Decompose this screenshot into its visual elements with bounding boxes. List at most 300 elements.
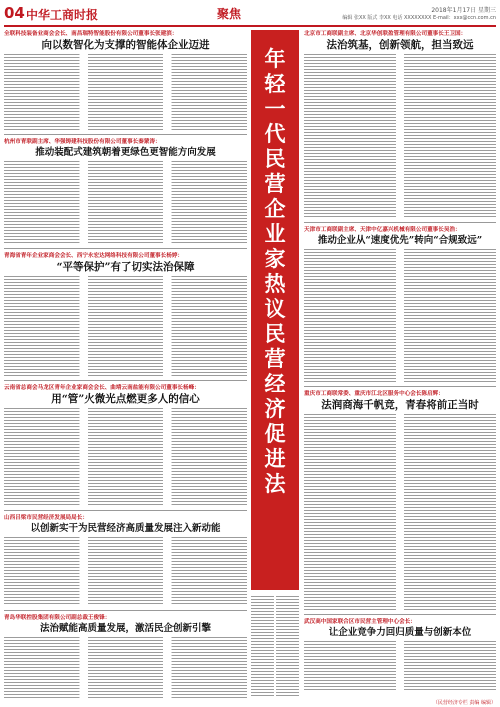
text-line: [304, 312, 496, 313]
text-line: [304, 291, 496, 292]
text-line: [4, 126, 247, 127]
text-line: [251, 626, 299, 627]
text-line: [4, 420, 247, 421]
text-line: [4, 658, 247, 659]
article-kicker: 杭州市青联副主席、华强铸建科技股份有限公司董事长秦蒙涛：: [4, 139, 161, 145]
text-line: [304, 162, 496, 163]
text-line: [251, 689, 299, 690]
text-line: [304, 63, 496, 64]
text-line: [4, 414, 247, 415]
text-line: [304, 84, 496, 85]
text-line: [304, 216, 496, 217]
text-line: [304, 510, 496, 511]
text-line: [4, 360, 247, 361]
text-line: [4, 224, 247, 225]
text-line: [304, 468, 496, 469]
text-line: [4, 63, 247, 64]
text-line: [4, 673, 247, 674]
text-line: [4, 537, 247, 538]
text-line: [304, 588, 496, 589]
article-body: [251, 596, 299, 696]
text-line: [304, 453, 496, 454]
text-line: [251, 638, 299, 639]
text-line: [304, 441, 496, 442]
text-line: [4, 120, 247, 121]
text-line: [304, 54, 496, 55]
text-line: [304, 519, 496, 520]
article-kicker: 云南省总商会马龙区青年企业家商会会长、曲靖云南盐能有限公司董事长杨峰：: [4, 385, 200, 391]
text-line: [4, 471, 247, 472]
text-line: [4, 312, 247, 313]
text-line: [304, 336, 496, 337]
text-line: [304, 87, 496, 88]
text-line: [304, 93, 496, 94]
text-line: [304, 677, 496, 678]
text-line: [4, 366, 247, 367]
text-line: [304, 69, 496, 70]
text-line: [4, 191, 247, 192]
text-line: [4, 435, 247, 436]
text-line: [304, 156, 496, 157]
text-line: [4, 576, 247, 577]
text-line: [304, 444, 496, 445]
text-line: [304, 105, 496, 106]
text-line: [4, 483, 247, 484]
text-line: [304, 198, 496, 199]
text-line: [4, 179, 247, 180]
text-line: [4, 667, 247, 668]
article-kicker: 武汉高中国家联合区市民营主管理中心会长：: [304, 619, 416, 625]
article-headline: 推动企业从“速度优先”转向“合规致远”: [317, 235, 483, 246]
text-line: [4, 582, 247, 583]
text-line: [4, 447, 247, 448]
text-line: [251, 647, 299, 648]
text-line: [304, 656, 496, 657]
text-line: [304, 102, 496, 103]
text-line: [4, 348, 247, 349]
text-line: [304, 132, 496, 133]
text-line: [4, 321, 247, 322]
text-line: [4, 318, 247, 319]
text-line: [251, 662, 299, 663]
text-line: [304, 267, 496, 268]
text-line: [4, 327, 247, 328]
text-line: [304, 300, 496, 301]
text-line: [4, 209, 247, 210]
article-body: [304, 249, 496, 382]
text-line: [304, 165, 496, 166]
text-line: [4, 480, 247, 481]
text-line: [251, 668, 299, 669]
text-line: [304, 279, 496, 280]
text-line: [304, 653, 496, 654]
text-line: [4, 93, 247, 94]
text-line: [304, 501, 496, 502]
article-body: [4, 637, 247, 698]
article-2: [4, 138, 247, 249]
text-line: [304, 174, 496, 175]
text-line: [304, 135, 496, 136]
footer-note: （民营经济专栏 责编 编辑）: [432, 700, 496, 706]
text-line: [304, 168, 496, 169]
text-line: [304, 183, 496, 184]
text-line: [4, 285, 247, 286]
text-line: [304, 662, 496, 663]
article-kicker: 山西吕梁市民营经济发展局局长：: [4, 515, 88, 521]
text-line: [304, 282, 496, 283]
article-body: [4, 408, 247, 505]
text-line: [304, 686, 496, 687]
text-line: [304, 303, 496, 304]
text-line: [4, 504, 247, 505]
text-line: [304, 192, 496, 193]
text-line: [4, 363, 247, 364]
text-line: [4, 218, 247, 219]
text-line: [4, 411, 247, 412]
text-line: [251, 656, 299, 657]
text-line: [304, 96, 496, 97]
text-line: [304, 504, 496, 505]
text-line: [4, 585, 247, 586]
text-line: [4, 57, 247, 58]
text-line: [304, 345, 496, 346]
text-line: [251, 641, 299, 642]
text-line: [304, 60, 496, 61]
text-line: [304, 342, 496, 343]
text-line: [304, 120, 496, 121]
text-line: [304, 144, 496, 145]
text-line: [304, 471, 496, 472]
text-line: [304, 378, 496, 379]
text-line: [4, 84, 247, 85]
text-line: [304, 270, 496, 271]
text-line: [4, 408, 247, 409]
text-line: [304, 546, 496, 547]
text-line: [304, 609, 496, 610]
text-line: [251, 650, 299, 651]
text-line: [304, 579, 496, 580]
text-line: [4, 66, 247, 67]
text-line: [304, 147, 496, 148]
text-line: [251, 620, 299, 621]
text-line: [4, 54, 247, 55]
text-line: [251, 599, 299, 600]
text-line: [304, 372, 496, 373]
page-number: 04: [4, 4, 25, 22]
text-line: [4, 170, 247, 171]
text-line: [4, 462, 247, 463]
text-line: [4, 372, 247, 373]
text-line: [304, 285, 496, 286]
text-line: [304, 492, 496, 493]
text-line: [4, 197, 247, 198]
text-line: [251, 674, 299, 675]
text-line: [4, 597, 247, 598]
text-line: [4, 279, 247, 280]
text-line: [304, 72, 496, 73]
text-line: [304, 486, 496, 487]
article-headline: 用“管”火微光点燃更多人的信心: [51, 393, 200, 405]
text-line: [304, 591, 496, 592]
editor-info: 编辑 张XX 版式 李XX 电话 XXXXXXXX E-mail：xxx@ccn.com.cn: [342, 15, 496, 21]
text-line: [251, 629, 299, 630]
text-line: [304, 306, 496, 307]
text-line: [4, 643, 247, 644]
article-1: [4, 30, 247, 135]
issue-date: 2018年1月17日 星期三: [431, 7, 496, 14]
text-line: [251, 596, 299, 597]
text-line: [4, 465, 247, 466]
article-body: [304, 414, 496, 610]
text-line: [304, 552, 496, 553]
text-line: [4, 342, 247, 343]
text-line: [304, 258, 496, 259]
text-line: [4, 670, 247, 671]
text-line: [4, 685, 247, 686]
text-line: [4, 546, 247, 547]
text-line: [4, 221, 247, 222]
text-line: [304, 117, 496, 118]
text-line: [4, 96, 247, 97]
text-line: [4, 444, 247, 445]
text-line: [304, 671, 496, 672]
text-line: [304, 498, 496, 499]
text-line: [304, 81, 496, 82]
text-line: [304, 414, 496, 415]
text-line: [251, 686, 299, 687]
article-6: [4, 614, 247, 702]
text-line: [4, 236, 247, 237]
text-line: [304, 525, 496, 526]
text-line: [4, 282, 247, 283]
text-line: [304, 195, 496, 196]
text-line: [304, 683, 496, 684]
article-headline: 向以数智化为支撑的智能体企业迈进: [41, 39, 210, 51]
text-line: [304, 426, 496, 427]
text-line: [4, 441, 247, 442]
text-line: [304, 321, 496, 322]
text-line: [4, 60, 247, 61]
text-line: [304, 201, 496, 202]
text-line: [4, 649, 247, 650]
text-line: [4, 123, 247, 124]
text-line: [4, 276, 247, 277]
text-line: [251, 608, 299, 609]
text-line: [304, 159, 496, 160]
text-line: [4, 564, 247, 565]
text-line: [4, 111, 247, 112]
text-line: [304, 606, 496, 607]
text-line: [251, 602, 299, 603]
text-line: [4, 640, 247, 641]
article-headline: 法润商海千帆竞，青春将前正当时: [321, 399, 479, 411]
text-line: [4, 489, 247, 490]
text-line: [4, 108, 247, 109]
text-line: [304, 360, 496, 361]
text-line: [4, 233, 247, 234]
text-line: [4, 81, 247, 82]
text-line: [304, 582, 496, 583]
text-line: [304, 252, 496, 253]
text-line: [304, 570, 496, 571]
text-line: [4, 468, 247, 469]
text-line: [304, 78, 496, 79]
text-line: [4, 114, 247, 115]
text-line: [4, 417, 247, 418]
theme-banner: [251, 30, 299, 590]
left-column: [4, 30, 247, 702]
text-line: [251, 635, 299, 636]
text-line: [4, 697, 247, 698]
text-line: [304, 489, 496, 490]
text-line: [304, 462, 496, 463]
text-line: [304, 480, 496, 481]
text-line: [251, 623, 299, 624]
text-line: [4, 555, 247, 556]
text-line: [304, 111, 496, 112]
text-line: [304, 309, 496, 310]
text-line: [4, 129, 247, 130]
text-line: [304, 600, 496, 601]
text-line: [4, 212, 247, 213]
text-line: [304, 522, 496, 523]
text-line: [304, 108, 496, 109]
text-line: [4, 227, 247, 228]
article-body: [4, 161, 247, 243]
text-line: [304, 647, 496, 648]
text-line: [304, 495, 496, 496]
text-line: [304, 315, 496, 316]
text-line: [4, 215, 247, 216]
text-line: [304, 665, 496, 666]
text-line: [4, 558, 247, 559]
text-line: [304, 558, 496, 559]
text-line: [4, 354, 247, 355]
text-line: [304, 555, 496, 556]
text-line: [304, 324, 496, 325]
text-line: [4, 330, 247, 331]
text-line: [251, 671, 299, 672]
text-line: [304, 594, 496, 595]
text-line: [304, 333, 496, 334]
text-line: [4, 99, 247, 100]
text-line: [4, 495, 247, 496]
text-line: [304, 348, 496, 349]
text-line: [304, 435, 496, 436]
text-line: [4, 303, 247, 304]
text-line: [4, 594, 247, 595]
text-line: [4, 459, 247, 460]
text-line: [304, 357, 496, 358]
text-line: [4, 438, 247, 439]
text-line: [304, 354, 496, 355]
text-line: [304, 276, 496, 277]
text-line: [4, 78, 247, 79]
text-line: [304, 171, 496, 172]
article-headline: 让企业竞争力回归质量与创新本位: [328, 627, 472, 638]
text-line: [304, 375, 496, 376]
text-line: [304, 123, 496, 124]
text-line: [4, 194, 247, 195]
text-line: [304, 507, 496, 508]
text-line: [4, 661, 247, 662]
text-line: [304, 318, 496, 319]
text-line: [304, 543, 496, 544]
text-line: [304, 450, 496, 451]
text-line: [4, 486, 247, 487]
text-line: [304, 177, 496, 178]
text-line: [304, 689, 496, 690]
text-line: [4, 570, 247, 571]
article-body: [4, 537, 247, 604]
article-headline: 以创新实干为民营经济高质量发展注入新动能: [30, 523, 221, 534]
text-line: [251, 677, 299, 678]
text-line: [304, 644, 496, 645]
article-body: [4, 276, 247, 376]
text-line: [304, 186, 496, 187]
text-line: [4, 188, 247, 189]
text-line: [4, 345, 247, 346]
text-line: [304, 650, 496, 651]
text-line: [304, 210, 496, 211]
article-10: [304, 618, 496, 694]
text-line: [4, 75, 247, 76]
text-line: [4, 549, 247, 550]
text-line: [251, 659, 299, 660]
text-line: [4, 90, 247, 91]
article-kicker: 北京市工商联副主席、北京华创联盈管理有限公司董事长王卫国：: [304, 31, 467, 37]
text-line: [304, 561, 496, 562]
text-line: [4, 206, 247, 207]
text-line: [304, 516, 496, 517]
text-line: [4, 167, 247, 168]
article-8: [304, 226, 496, 387]
text-line: [4, 288, 247, 289]
text-line: [4, 333, 247, 334]
text-line: [304, 597, 496, 598]
text-line: [304, 351, 496, 352]
text-line: [304, 423, 496, 424]
text-line: [4, 561, 247, 562]
text-line: [4, 297, 247, 298]
article-body: [4, 54, 247, 130]
article-3: [4, 252, 247, 381]
article-9: [304, 390, 496, 615]
text-line: [4, 676, 247, 677]
text-line: [4, 543, 247, 544]
text-line: [304, 456, 496, 457]
text-line: [304, 273, 496, 274]
text-line: [304, 249, 496, 250]
text-line: [4, 637, 247, 638]
text-line: [4, 306, 247, 307]
article-7: [304, 30, 496, 223]
text-line: [4, 655, 247, 656]
text-line: [4, 477, 247, 478]
text-line: [4, 694, 247, 695]
text-line: [304, 366, 496, 367]
text-line: [304, 576, 496, 577]
text-line: [4, 300, 247, 301]
text-line: [251, 692, 299, 693]
text-line: [4, 579, 247, 580]
text-line: [304, 126, 496, 127]
article-kicker: 重庆市工商联常委、重庆市江北区服务中心会长陈启辉：: [304, 391, 444, 397]
text-line: [4, 664, 247, 665]
text-line: [304, 429, 496, 430]
text-line: [4, 492, 247, 493]
text-line: [304, 603, 496, 604]
